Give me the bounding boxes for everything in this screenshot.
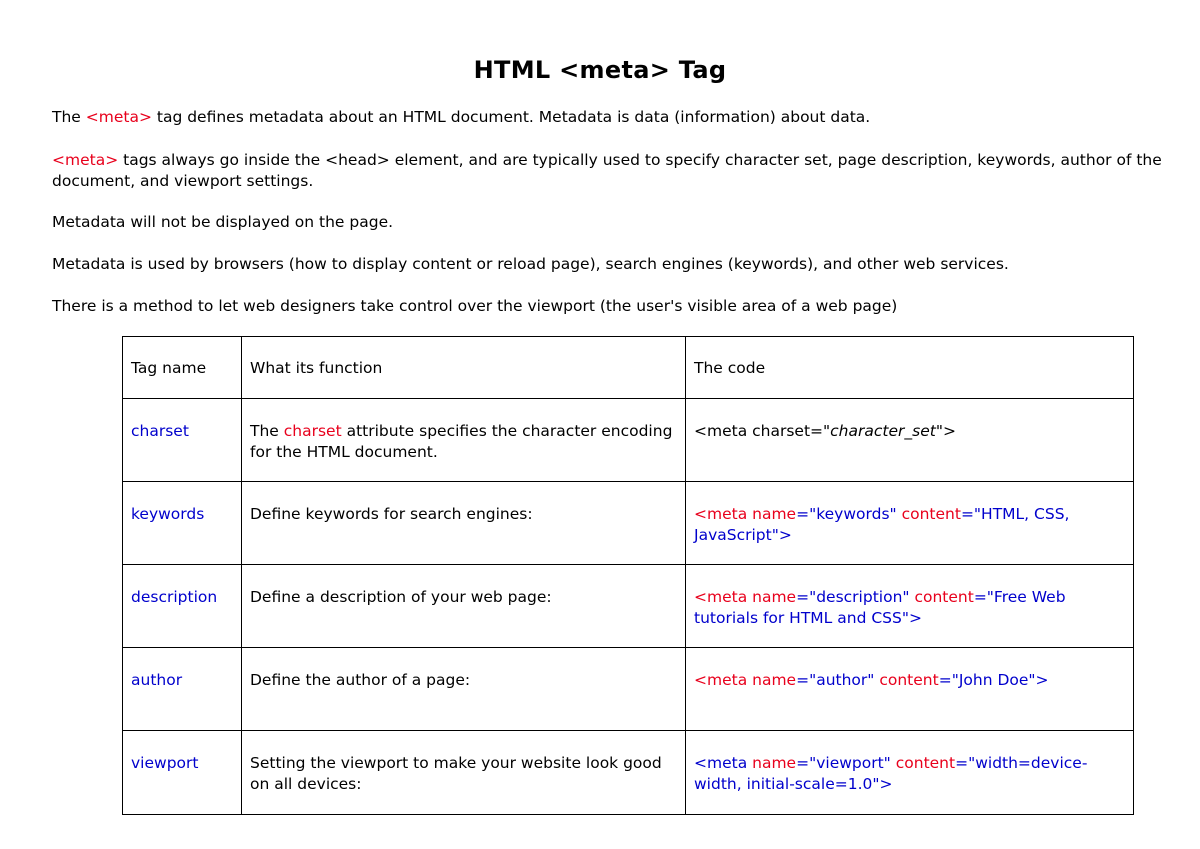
row-charset-name: charset (123, 399, 242, 482)
row-author-name: author (123, 648, 242, 731)
viewport-code-name-attr: name (747, 754, 797, 772)
table-row-description (123, 565, 1134, 648)
row-keywords-name: keywords (123, 482, 242, 565)
author-code-content-attr: content (874, 671, 939, 689)
viewport-code-meta: <meta (694, 754, 748, 772)
header-tag-name: Tag name (123, 337, 242, 399)
keywords-code-content-val: ="HTML, CSS, JavaScript"> (694, 505, 1070, 544)
table-row-author (123, 648, 1134, 731)
p1-post: tag defines metadata about an HTML document. Metadata is data (information) about data. (151, 108, 871, 126)
row-charset-code (686, 399, 1134, 482)
intro-paragraph-4: Metadata is used by browsers (how to display content or reload page), search engines (keywords), and other web services. (52, 255, 1009, 273)
row-description-name: description (123, 565, 242, 648)
charset-func-post: attribute specifies the character encoding for the HTML document. (250, 422, 673, 461)
p1-meta-tag: <meta> (85, 108, 152, 126)
keywords-code-name-attr: name (747, 505, 797, 523)
charset-func-pre: The (250, 422, 284, 440)
table-row-charset (123, 399, 1134, 482)
page-title: HTML <meta> Tag (473, 56, 727, 84)
charset-code-pre: <meta charset=" (694, 422, 831, 440)
keywords-code-meta: <meta (694, 505, 748, 523)
row-keywords-function: Define keywords for search engines: (242, 482, 686, 565)
table-row-viewport (123, 731, 1134, 815)
row-author-function: Define the author of a page: (242, 648, 686, 731)
p2-post: tags always go inside the <head> element, and are typically used to specify character set, page description, keywords, author of the document, and viewport settings. (52, 151, 1162, 190)
row-viewport-name: viewport (123, 731, 242, 815)
intro-paragraph-5: There is a method to let web designers take control over the viewport (the user's visible area of a web page) (52, 297, 898, 315)
meta-tags-table (122, 336, 1134, 815)
description-code-content-attr: content (909, 588, 974, 606)
author-code-name-attr: name (747, 671, 797, 689)
row-keywords-code (686, 482, 1134, 565)
author-code-content-val: ="John Doe"> (938, 671, 1049, 689)
charset-code-italic: character_set (830, 422, 936, 440)
charset-code-post: "> (935, 422, 956, 440)
charset-func-attr: charset (283, 422, 342, 440)
p1-pre: The (52, 108, 86, 126)
row-description-function: Define a description of your web page: (242, 565, 686, 648)
table-row-keywords (123, 482, 1134, 565)
description-code-name-val: ="description" (796, 588, 910, 606)
description-code-meta: <meta (694, 588, 748, 606)
row-viewport-function: Setting the viewport to make your website look good on all devices: (242, 731, 686, 815)
row-description-code (686, 565, 1134, 648)
viewport-code-content-val: ="width=device-width, initial-scale=1.0"> (694, 754, 1088, 793)
intro-paragraph-1 (52, 107, 1162, 128)
author-code-name-val: ="author" (796, 671, 875, 689)
keywords-code-content-attr: content (896, 505, 961, 523)
p2-meta-tag: <meta> (52, 151, 119, 169)
description-code-content-val: ="Free Web tutorials for HTML and CSS"> (694, 588, 1066, 627)
viewport-code-name-val: ="viewport" (796, 754, 891, 772)
row-charset-function (242, 399, 686, 482)
table-header-row (123, 337, 1134, 399)
description-code-name-attr: name (747, 588, 797, 606)
row-author-code (686, 648, 1134, 731)
author-code-meta: <meta (694, 671, 748, 689)
intro-paragraph-2 (52, 150, 1162, 192)
keywords-code-name-val: ="keywords" (796, 505, 897, 523)
intro-paragraph-3: Metadata will not be displayed on the page. (52, 213, 394, 231)
header-code: The code (686, 337, 1134, 399)
header-function: What its function (242, 337, 686, 399)
viewport-code-content-attr: content (890, 754, 956, 772)
row-viewport-code (686, 731, 1134, 815)
